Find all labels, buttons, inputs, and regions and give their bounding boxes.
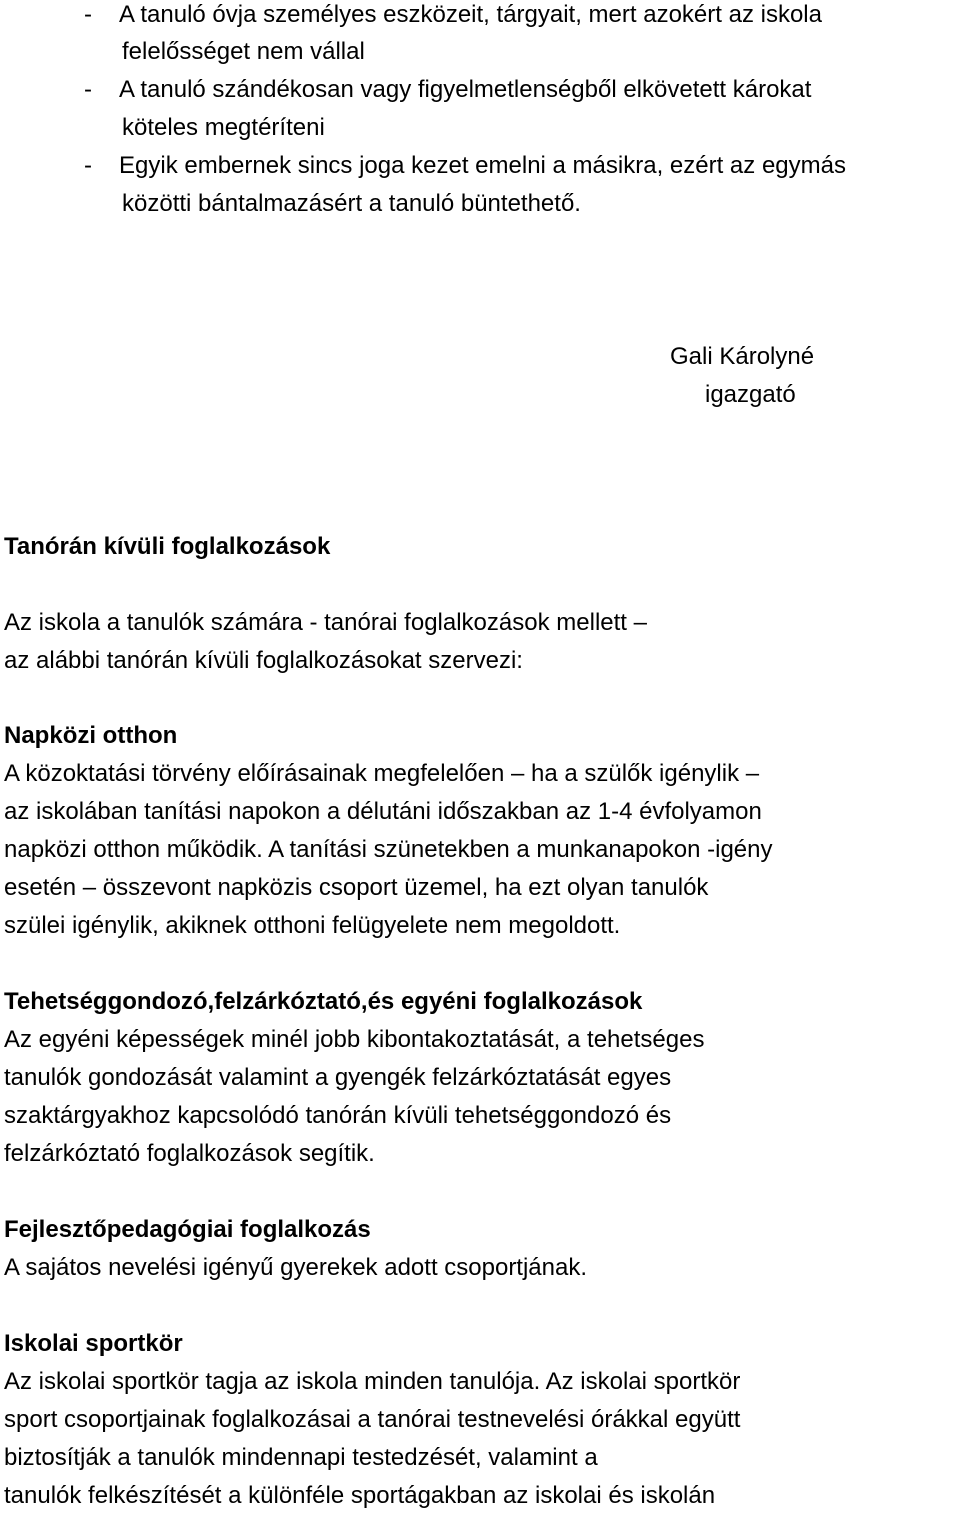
paragraph-line: tanulók gondozását valamint a gyengék felzárkóztatását egyes xyxy=(4,1064,672,1091)
list-item-text: Egyik embernek sincs joga kezet emelni a másikra, ezért az egymás xyxy=(119,152,846,179)
signature-name: Gali Károlyné xyxy=(670,343,815,370)
list-item-text: A tanuló szándékosan vagy figyelmetlenségből elkövetett károkat xyxy=(119,76,812,103)
paragraph-line: napközi otthon működik. A tanítási szünetekben a munkanapokon -igény xyxy=(4,836,773,863)
paragraph-line: Az egyéni képességek minél jobb kibontakoztatását, a tehetséges xyxy=(4,1026,705,1053)
list-item-text: köteles megtéríteni xyxy=(122,114,325,141)
section-heading: Iskolai sportkör xyxy=(4,1330,183,1357)
paragraph-line: A közoktatási törvény előírásainak megfelelően – ha a szülők igénylik – xyxy=(4,760,760,787)
section-heading: Tehetséggondozó,felzárkóztató,és egyéni foglalkozások xyxy=(4,988,643,1015)
section-heading: Tanórán kívüli foglalkozások xyxy=(4,533,331,560)
paragraph-line: sport csoportjainak foglalkozásai a tanórai testnevelési órákkal együtt xyxy=(4,1406,741,1433)
paragraph-line: Az iskolai sportkör tagja az iskola minden tanulója. Az iskolai sportkör xyxy=(4,1368,741,1395)
signature-title: igazgató xyxy=(705,381,796,408)
paragraph-line: tanulók felkészítését a különféle sportágakban az iskolai és iskolán xyxy=(4,1482,716,1509)
paragraph-line: esetén – összevont napközis csoport üzemel, ha ezt olyan tanulók xyxy=(4,874,709,901)
list-dash: - xyxy=(84,152,92,179)
section-heading: Fejlesztőpedagógiai foglalkozás xyxy=(4,1216,371,1243)
section-heading: Napközi otthon xyxy=(4,722,178,749)
paragraph-line: Az iskola a tanulók számára - tanórai foglalkozások mellett – xyxy=(4,609,647,636)
paragraph-line: A sajátos nevelési igényű gyerekek adott csoportjának. xyxy=(4,1254,588,1281)
paragraph-line: felzárkóztató foglalkozások segítik. xyxy=(4,1140,375,1167)
paragraph-line: szaktárgyakhoz kapcsolódó tanórán kívüli tehetséggondozó és xyxy=(4,1102,672,1129)
paragraph-line: szülei igénylik, akiknek otthoni felügyelete nem megoldott. xyxy=(4,912,621,939)
list-item-text: felelősséget nem vállal xyxy=(122,38,365,65)
paragraph-line: az alábbi tanórán kívüli foglalkozásokat szervezi: xyxy=(4,647,523,674)
list-dash: - xyxy=(84,1,92,28)
paragraph-line: az iskolában tanítási napokon a délutáni időszakban az 1-4 évfolyamon xyxy=(4,798,762,825)
list-item-text: közötti bántalmazásért a tanuló büntethető. xyxy=(122,190,581,217)
list-dash: - xyxy=(84,76,92,103)
paragraph-line: biztosítják a tanulók mindennapi testedzését, valamint a xyxy=(4,1444,598,1471)
list-item-text: A tanuló óvja személyes eszközeit, tárgyait, mert azokért az iskola xyxy=(119,1,822,28)
